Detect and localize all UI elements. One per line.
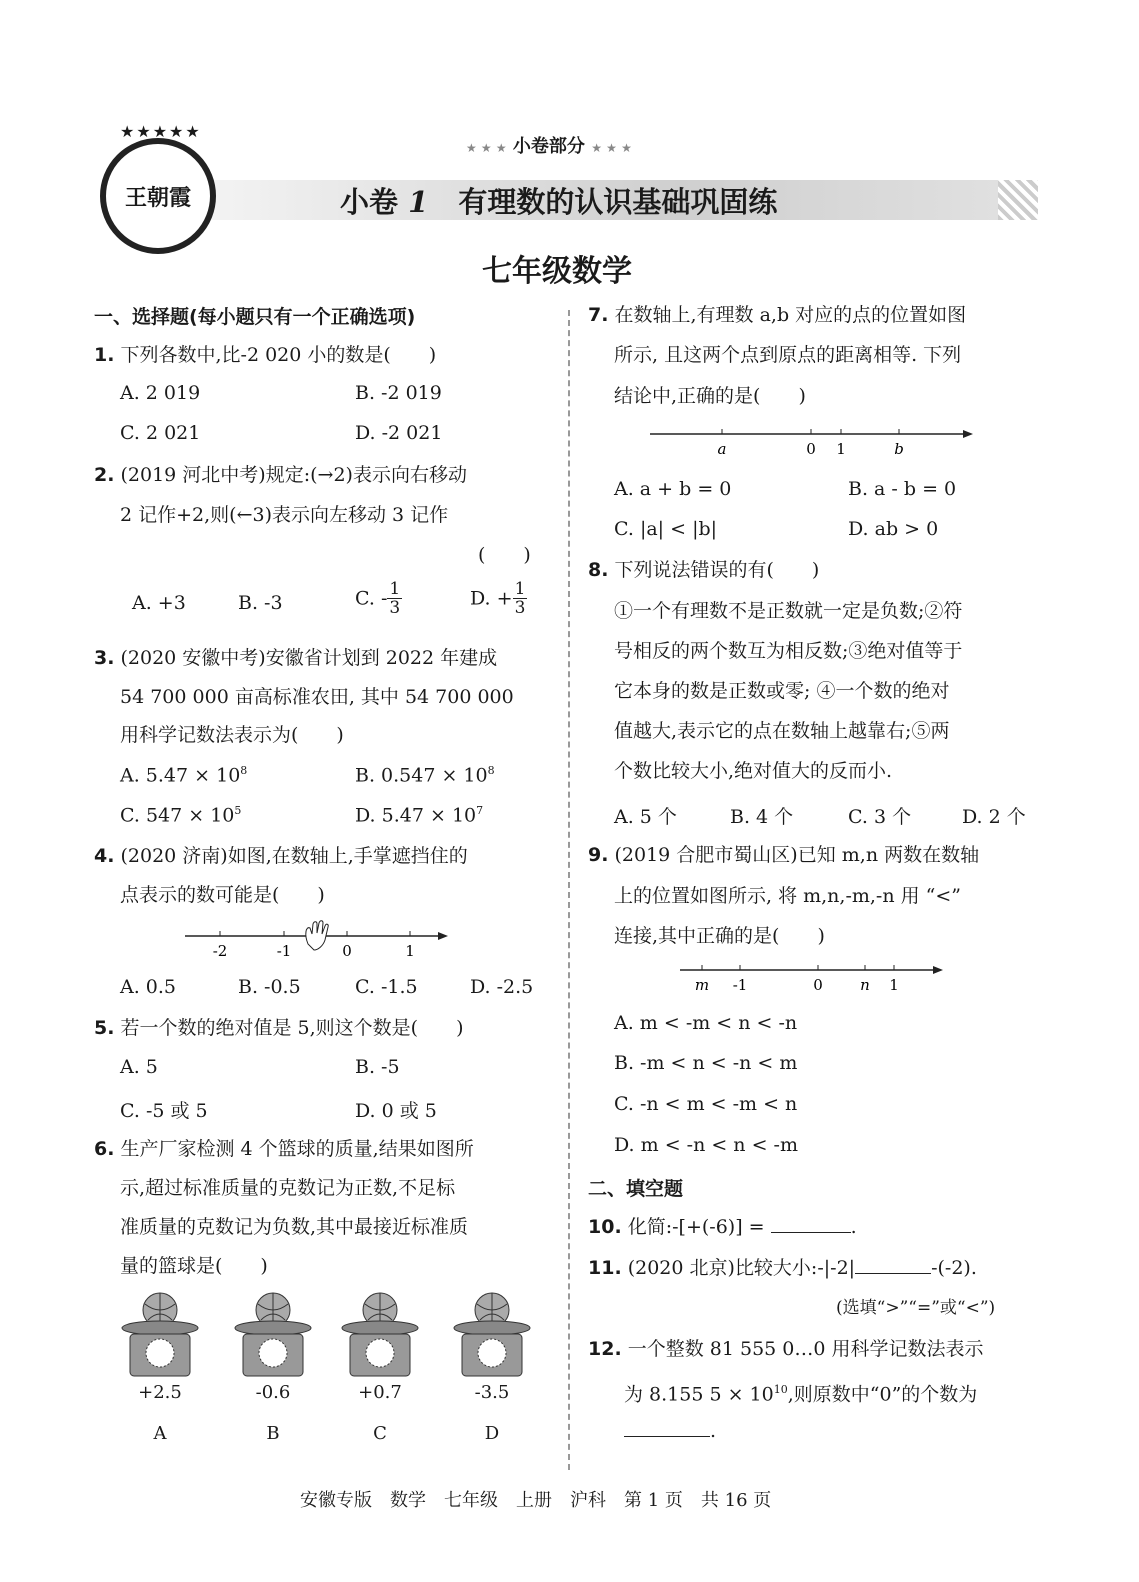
q2-option-c[interactable]: C. - $\frac{1}{3}$ [355,579,401,618]
scale-letter[interactable]: A [153,1423,167,1444]
q7-option-b[interactable]: B. a - b = 0 [848,478,957,500]
axis-tick-label: 0 [342,942,352,960]
q12: 12. 一个整数 81 555 0…0 用科学记数法表示 [588,1338,984,1360]
logo-emblem [100,138,216,254]
section-label: ★ ★ ★ 小卷部分 ★ ★ ★ [466,136,632,157]
fraction: $\frac{1}{3}$ [389,579,401,618]
q1: 1. 下列各数中,比-2 020 小的数是( ) [94,344,437,366]
q6-line2: 示,超过标准质量的克数记为正数,不足标 [120,1177,456,1199]
q5-option-a[interactable]: A. 5 [120,1056,158,1078]
q8-option-d[interactable]: D. 2 个 [962,806,1026,828]
axis-tick-label: a [717,440,727,458]
q9-option-b[interactable]: B. -m < n < -n < m [614,1052,798,1074]
q2: 2. (2019 河北中考)规定:(→2)表示向右移动 [94,464,467,486]
hand-icon [306,921,328,950]
q9: 9. (2019 合肥市蜀山区)已知 m,n 两数在数轴 [588,844,980,866]
page-footer: 安徽专版 数学 七年级 上册 沪科 第 1 页 共 16 页 [300,1490,772,1511]
q6-line4: 量的篮球是( ) [120,1255,268,1277]
q9-number-line [675,960,955,1000]
q8-option-c[interactable]: C. 3 个 [848,806,912,828]
axis-tick-label: 0 [813,976,823,994]
q7-line3: 结论中,正确的是( ) [614,385,806,407]
q4-option-a[interactable]: A. 0.5 [120,976,177,998]
q4-option-d[interactable]: D. -2.5 [470,976,534,998]
q1-option-a[interactable]: A. 2 019 [120,382,201,404]
scale-icon [450,1290,534,1380]
q9-option-a[interactable]: A. m < -m < n < -n [614,1012,798,1034]
q2-option-d[interactable]: D. + $\frac{1}{3}$ [470,579,526,618]
q8: 8. 下列说法错误的有( ) [588,559,820,581]
scale-icon [231,1290,315,1380]
scale-value: +2.5 [138,1382,182,1403]
answer-blank[interactable] [771,1214,851,1233]
q8-statement: ①一个有理数不是正数就一定是负数;②符 [614,600,963,622]
scale-letter[interactable]: B [266,1423,280,1444]
q12-answer: . [624,1418,716,1444]
q3-option-a[interactable]: A. $5.47 \times 10^8$ [120,764,248,787]
q1-option-d[interactable]: D. -2 021 [355,422,443,444]
q4-line2: 点表示的数可能是( ) [120,884,325,906]
axis-tick-label: b [894,440,904,458]
q5-option-b[interactable]: B. -5 [355,1056,400,1078]
q4-number-line [180,920,460,965]
q7-option-d[interactable]: D. ab > 0 [848,518,939,540]
q8-option-b[interactable]: B. 4 个 [730,806,794,828]
fraction: $\frac{1}{3}$ [514,579,526,618]
q7: 7. 在数轴上,有理数 a,b 对应的点的位置如图 [588,304,967,326]
logo-text: 王朝霞 [124,184,191,211]
q3-line3: 用科学记数法表示为( ) [120,724,344,746]
scale-value: +0.7 [358,1382,402,1403]
q7-number-line [645,422,985,464]
axis-tick-label: 1 [889,976,899,994]
q1-option-b[interactable]: B. -2 019 [355,382,442,404]
axis-tick-label: -1 [732,976,748,994]
header-checker [998,180,1038,220]
q11: 11. (2020 北京)比较大小:-|-2| -(-2). [588,1257,977,1279]
subtitle: 七年级数学 [482,254,632,289]
answer-blank[interactable] [624,1418,710,1437]
axis-tick-label: 0 [806,440,816,458]
scale-letter[interactable]: C [373,1423,387,1444]
scale-value: -0.6 [255,1382,291,1403]
q8-statement: 值越大,表示它的点在数轴上越靠右;⑤两 [614,720,950,742]
q3-option-c[interactable]: C. $547 \times 10^5$ [120,804,242,827]
q10: 10. 化简:-[+(-6)] = . [588,1216,857,1238]
q9-option-d[interactable]: D. m < -n < n < -m [614,1134,798,1156]
axis-tick-label: 1 [405,942,415,960]
q2-option-a[interactable]: A. +3 [132,592,186,614]
q3: 3. (2020 安徽中考)安徽省计划到 2022 年建成 [94,647,498,669]
axis-tick-label: n [860,976,870,994]
q8-statement: 个数比较大小,绝对值大的反而小. [614,760,893,782]
q9-option-c[interactable]: C. -n < m < -m < n [614,1093,798,1115]
section1-heading: 一、选择题(每小题只有一个正确选项) [94,306,416,328]
q5-option-c[interactable]: C. -5 或 5 [120,1100,208,1122]
q12-line2: 为 8.155 $5 \times 10^{10}$,则原数中“0”的个数为 [624,1383,978,1406]
q1-option-c[interactable]: C. 2 021 [120,422,201,444]
q3-option-d[interactable]: D. $5.47 \times 10^7$ [355,804,484,827]
q2-option-b[interactable]: B. -3 [238,592,283,614]
q5: 5. 若一个数的绝对值是 5,则这个数是( ) [94,1017,464,1039]
q8-option-a[interactable]: A. 5 个 [614,806,677,828]
q9-line2: 上的位置如图所示, 将 m,n,-m,-n 用 “<” [614,885,962,907]
q3-line2: 54 700 000 亩高标准农田, 其中 54 700 000 [120,686,514,708]
page-title: 小卷 1 有理数的认识基础巩固练 [340,185,778,219]
q9-line3: 连接,其中正确的是( ) [614,925,825,947]
axis-tick-label: m [694,976,710,994]
axis-tick-label: -2 [212,942,228,960]
q8-statement: 号相反的两个数互为相反数;③绝对值等于 [614,640,963,662]
q4-option-c[interactable]: C. -1.5 [355,976,418,998]
q4: 4. (2020 济南)如图,在数轴上,手掌遮挡住的 [94,845,468,867]
q11-hint: (选填“>”“=”或“<”) [836,1298,996,1318]
scale-letter[interactable]: D [484,1423,500,1444]
q7-option-c[interactable]: C. |a| < |b| [614,518,718,540]
q3-option-b[interactable]: B. $0.547 \times 10^8$ [355,764,495,787]
column-divider [568,310,570,1470]
q7-option-a[interactable]: A. a + b = 0 [614,478,732,500]
scale-value: -3.5 [474,1382,510,1403]
scale-icon [338,1290,422,1380]
logo-stars-icon: ★★★★★ [120,122,202,141]
star-icon: ★ ★ ★ [591,141,632,155]
q6: 6. 生产厂家检测 4 个篮球的质量,结果如图所 [94,1138,474,1160]
answer-blank[interactable] [855,1255,931,1274]
q2-line2: 2 记作+2,则(←3)表示向左移动 3 记作 [120,504,449,526]
star-icon: ★ ★ ★ [466,141,507,155]
q7-line2: 所示, 且这两个点到原点的距离相等. 下列 [614,344,962,366]
q6-line3: 准质量的克数记为负数,其中最接近标准质 [120,1216,469,1238]
section2-heading: 二、填空题 [588,1178,684,1200]
q5-option-d[interactable]: D. 0 或 5 [355,1100,437,1122]
axis-tick-label: -1 [276,942,292,960]
q2-paren: ( ) [478,544,531,566]
scale-icon [118,1290,202,1380]
axis-tick-label: 1 [836,440,846,458]
q8-statement: 它本身的数是正数或零; ④一个数的绝对 [614,680,950,702]
q4-option-b[interactable]: B. -0.5 [238,976,301,998]
